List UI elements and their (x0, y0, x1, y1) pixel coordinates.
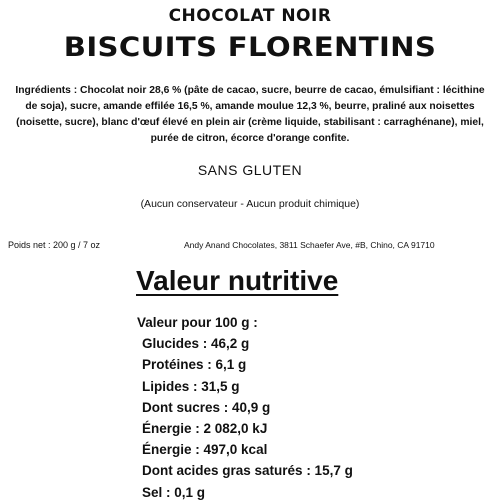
nutrition-facts-list (137, 312, 353, 500)
gluten-free-claim: SANS GLUTEN (197, 162, 303, 178)
nutrition-row-energy-kcal: Énergie : 497,0 kcal (142, 442, 268, 458)
nutrition-per-serving: Valeur pour 100 g : (137, 315, 258, 330)
nutrition-heading: Valeur nutritive (136, 265, 339, 296)
product-title: BISCUITS FLORENTINS (63, 32, 437, 63)
nutrition-row-carbohydrates: Glucides : 46,2 g (142, 336, 250, 352)
ingredients-text: Ingrédients : Chocolat noir 28,6 % (pâte de cacao, sucre, beurre de cacao, émulsifiant : lécithine de soja), sucre, amande effilée 16,5 %, amande moulue 12,3 %, beurre, praliné aux noisettes (noisette, sucre), blanc d'œuf élevé en plein air (crème liquide, stabilisant : carraghénane), miel, purée de citron, écorce d'orange confite. (15, 85, 485, 144)
nutrition-row-sugars: Dont sucres : 40,9 g (142, 399, 271, 415)
product-subtitle: CHOCOLAT NOIR (168, 6, 332, 26)
nutrition-row-saturated-fat: Dont acides gras saturés : 15,7 g (142, 463, 353, 479)
preservatives-claim: (Aucun conservateur - Aucun produit chimique) (140, 198, 360, 210)
nutrition-row-fats: Lipides : 31,5 g (142, 378, 240, 394)
nutrition-row-salt: Sel : 0,1 g (142, 484, 206, 500)
nutrition-row-energy-kj: Énergie : 2 082,0 kJ (142, 420, 268, 436)
nutrition-row-proteins: Protéines : 6,1 g (142, 357, 247, 373)
manufacturer-address: Andy Anand Chocolates, 3811 Schaefer Ave, #B, Chino, CA 91710 (184, 240, 435, 250)
net-weight: Poids net : 200 g / 7 oz (8, 240, 101, 250)
